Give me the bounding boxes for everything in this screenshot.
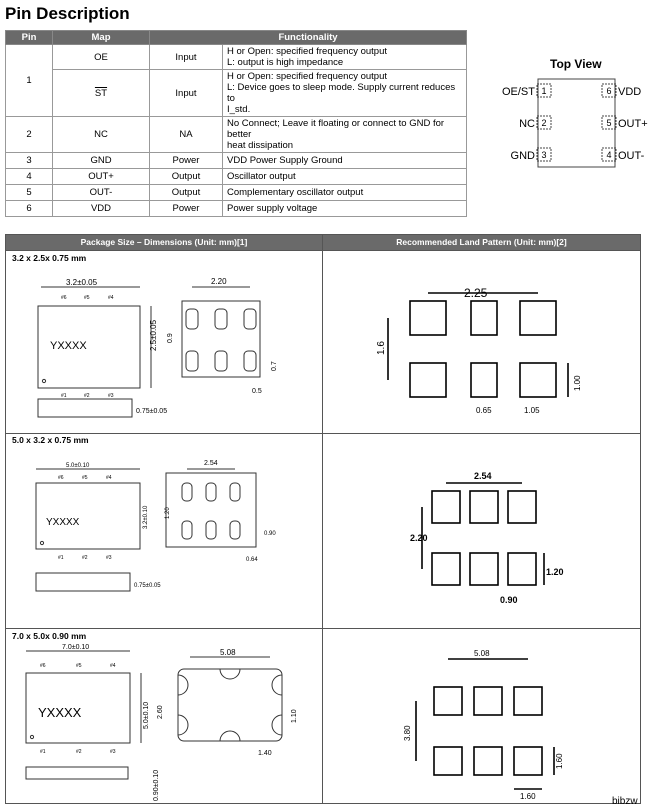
pin-label: OUT+ [618,118,648,130]
pin-map: $\overline{ST}$ [94,87,108,99]
pin-mark: #2 [82,555,88,561]
land-pad [470,491,498,523]
dim-text: 0.75±0.05 [136,408,168,415]
package-side [36,573,130,591]
pad [178,675,188,695]
pin-function: Power supply voltage [223,201,467,217]
pin-mark: #5 [82,475,88,481]
dim-text: 7.0±0.10 [62,644,90,651]
land-pad [434,687,462,715]
land-pad [514,687,542,715]
dim-text: 5.08 [474,649,490,658]
column-divider [322,235,323,803]
dim-text: 2.25 [464,286,488,300]
dim-text: 5.08 [220,648,236,657]
section-label: 7.0 x 5.0x 0.90 mm [12,631,87,641]
pad [206,483,216,501]
dim-text: 1.40 [258,750,272,757]
table-row [6,169,467,185]
pad [244,309,256,329]
dim-text: 3.2±0.10 [143,505,149,529]
pad [220,669,240,679]
dim-text: 1.20 [165,507,171,519]
dim-text: 0.90 [500,595,518,605]
pin-function: H or Open: specified frequency output L: output is high impedance [223,45,467,70]
land-pad [434,747,462,775]
dim-text: 0.65 [476,406,492,415]
pin-number: 6 [606,86,612,96]
pin-map: OUT+ [53,169,150,185]
land-pad [474,687,502,715]
pin1-marker [40,541,43,544]
top-view-diagram [495,55,648,175]
pin-number: 4 [606,150,612,160]
pin-map: NC [53,117,150,153]
pin-map: OE [53,45,150,70]
dim-text: 2.54 [204,460,218,467]
package-bottom [182,301,260,377]
pin-mark: #4 [106,475,112,481]
land-pattern-1 [324,251,640,431]
dim-text: 0.5 [252,388,262,395]
package-header-left: Package Size – Dimensions (Unit: mm)[1] [6,235,322,250]
pin-number: 2 [541,118,547,128]
pin1-marker [42,379,45,382]
pin-number: 4 [6,169,53,185]
pin-type: NA [150,117,223,153]
pin-mark: #6 [40,663,46,669]
land-pattern-2 [324,443,640,628]
package-header-right: Recommended Land Pattern (Unit: mm)[2] [323,235,640,250]
pin-label: NC [519,118,535,130]
table-row [6,153,467,169]
pad [272,715,282,735]
dim-text: 0.7 [271,361,278,371]
land-pad [470,553,498,585]
dim-text: 0.64 [246,557,258,563]
pin1-marker [30,735,33,738]
dim-text: 0.9 [167,333,174,343]
pad [206,521,216,539]
pin-mark: #1 [40,749,46,755]
pad [186,351,198,371]
pin-mark: #2 [76,749,82,755]
row-divider [6,628,640,629]
dim-text: 3.2±0.05 [66,278,98,287]
dim-text: 2.20 [211,277,227,286]
pad [230,521,240,539]
pad [215,309,227,329]
table-row [6,117,467,153]
pin-number: 1 [6,45,53,117]
section-label: 3.2 x 2.5x 0.75 mm [12,253,87,263]
land-pad [410,301,446,335]
land-pad [432,491,460,523]
pad [182,483,192,501]
pin-description-table [5,30,467,217]
pad [244,351,256,371]
pin-number: 3 [541,150,547,160]
dim-text: 2.54 [474,471,492,481]
table-row [6,185,467,201]
pin-mark: #6 [58,475,64,481]
package-drawing-1 [6,251,322,431]
dim-text: 0.90±0.10 [153,769,160,801]
dim-text: 1.20 [546,567,564,577]
pin-map: OUT- [53,185,150,201]
package-drawing-2 [6,443,322,628]
pin-number: 1 [541,86,547,96]
marking-text: YXXXX [46,517,80,528]
dim-text: 1.05 [524,406,540,415]
package-bottom [166,473,256,547]
pin-mark: #5 [76,663,82,669]
pin-type: Input [150,70,223,117]
pad [186,309,198,329]
package-side [26,767,128,779]
pad [220,731,240,741]
pin-number: 3 [6,153,53,169]
pin-mark: #2 [84,393,90,399]
pad [182,521,192,539]
pin-function: Oscillator output [223,169,467,185]
pin-map: GND [53,153,150,169]
dim-text: 1.6 [376,341,387,355]
pin-type: Output [150,169,223,185]
land-pad [410,363,446,397]
dim-text: 5.0±0.10 [66,463,90,469]
table-row [6,45,467,70]
package-body [36,483,140,549]
pin-number: 6 [6,201,53,217]
pin-label: VDD [618,86,642,98]
dim-text: 0.90 [264,531,276,537]
land-pad [474,747,502,775]
dim-text: 1.00 [573,375,582,391]
land-pad [471,363,497,397]
pin-mark: #4 [110,663,116,669]
table-row [6,201,467,217]
col-header-map: Map [53,31,150,45]
dim-text: 0.75±0.05 [134,583,161,589]
pad [215,351,227,371]
pin-mark: #1 [61,393,67,399]
pin-number: 2 [6,117,53,153]
top-view-title: Top View [550,57,602,71]
dim-text: 1.60 [555,753,564,769]
pin-mark: #5 [84,295,90,301]
pad [230,483,240,501]
dim-text: 3.80 [403,725,412,741]
pad [178,715,188,735]
package-bottom [178,669,282,741]
pin-function: VDD Power Supply Ground [223,153,467,169]
pin-type: Power [150,201,223,217]
dim-text: 1.60 [520,792,536,801]
dim-text: 2.20 [410,533,428,543]
pin-label: OUT- [618,150,645,162]
land-pad [520,363,556,397]
pin-map: VDD [53,201,150,217]
package-table [5,234,641,804]
package-drawing-3 [6,639,322,811]
section-label: 5.0 x 3.2 x 0.75 mm [12,435,89,445]
land-pad [432,553,460,585]
pin-mark: #3 [108,393,114,399]
pin-type: Output [150,185,223,201]
col-header-pin: Pin [6,31,53,45]
land-pad [514,747,542,775]
pin-function: H or Open: specified frequency output L: Device goes to sleep mode. Supply current reduces to I_std. [223,70,467,117]
land-pad [508,553,536,585]
col-header-functionality: Functionality [150,31,467,45]
land-pad [508,491,536,523]
pin-label: OE/ST [501,86,535,98]
corner-watermark: bibzw [612,796,638,807]
table-row [6,70,467,117]
pin-function: Complementary oscillator output [223,185,467,201]
pin-mark: #3 [106,555,112,561]
pin-label: GND [510,150,535,162]
marking-text: YXXXX [38,705,82,720]
package-side [38,399,132,417]
pin-type: Input [150,45,223,70]
marking-text: YXXXX [50,340,87,352]
dim-text: 2.60 [157,705,164,719]
land-pattern-3 [324,639,640,811]
pin-mark: #1 [58,555,64,561]
pin-mark: #3 [110,749,116,755]
pin-type: Power [150,153,223,169]
dim-text: 2.5±0.05 [149,319,158,351]
land-pad [471,301,497,335]
dim-text: 1.10 [291,709,298,723]
pin-function: No Connect; Leave it floating or connect to GND for better heat dissipation [223,117,467,153]
chip-outline [538,79,615,167]
pin-mark: #6 [61,295,67,301]
pin-mark: #4 [108,295,114,301]
page-title: Pin Description [5,4,130,23]
pin-number: 5 [606,118,612,128]
row-divider [6,433,640,434]
pin-number: 5 [6,185,53,201]
top-view-svg [495,55,648,175]
land-pad [520,301,556,335]
pad [272,675,282,695]
dim-text: 5.0±0.10 [143,701,150,729]
